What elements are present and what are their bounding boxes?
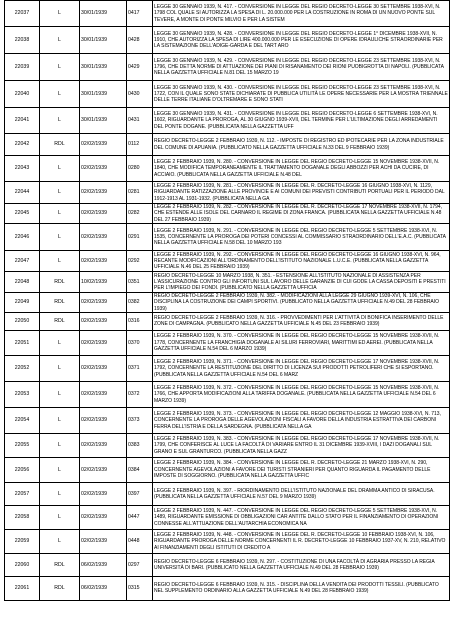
act-number: 0448 — [127, 529, 153, 553]
table-row — [5, 433, 450, 457]
act-description: LEGGE 2 FEBBRAIO 1939, N. 370. - CONVERSIONE IN LEGGE DEL REGIO DECRETO-LEGGE 15 NOVEMBRE 1938-XVII, N. 1778, CONCERNENTE LA FRANCHIGIA DOGANALE AI SILURI FERROVIARI, MARITTIMI ED AEREI. (PUBBLICATA NELLA GAZZETTA UFFICIALE N.54 DEL 6 MARZO 1939) — [153, 330, 450, 355]
record-number: 22037 — [5, 1, 40, 27]
act-number: 0315 — [127, 576, 153, 600]
table-row — [5, 156, 450, 182]
act-date: 30/01/1939 — [80, 27, 127, 54]
act-description: LEGGE 2 FEBBRAIO 1939, N. 371. - CONVERSIONE IN LEGGE DEL REGIO DECRETO-LEGGE 17 NOVEMBRE 1938-XVII, N. 1792, CONCERNENTE LA RESTITUZIONE DEL DIRITTO DI LICENZA SUI PRODOTTI PETROLIFERI CHE SI ESPORTANO. (PUBBLICATA NELLA GAZZETTA UFFICIALE N.54 DEL 6 MARZ — [153, 355, 450, 381]
act-date: 02/02/1939 — [80, 204, 127, 224]
table-row — [5, 381, 450, 407]
act-date: 02/02/1939 — [80, 156, 127, 182]
act-description: LEGGE 2 FEBBRAIO 1939, N. 291. - CONVERSIONE IN LEGGE DEL REGIO DECRETO-LEGGE 5 SETTEMBRE 1938-XVI, N. 1535, CONCERNENTE LA PROROGA DEI POTERI CONCESSI AL COMMISSARIO STRAORDINARIO DELL'E.A.C. (PUBBLICATA NELLA GAZZETTA UFFICIALE N.58 DEL 10 MARZO 193 — [153, 224, 450, 251]
table-row — [5, 457, 450, 482]
act-date: 30/01/1939 — [80, 108, 127, 134]
act-number: 0316 — [127, 312, 153, 330]
act-date: 02/02/1939 — [80, 251, 127, 272]
act-type: L — [40, 381, 80, 407]
act-type: RDL — [40, 553, 80, 576]
record-number: 22040 — [5, 81, 40, 108]
table-row — [5, 81, 450, 108]
table-row — [5, 576, 450, 600]
table-row — [5, 182, 450, 204]
act-date: 02/02/1939 — [80, 293, 127, 313]
act-number: 0382 — [127, 293, 153, 313]
act-description: REGIO DECRETO-LEGGE 2 FEBBRAIO 1939, N. 382. - MODIFICAZIONI ALLA LEGGE 29 GIUGNO 1939-XVI, N. 106, CHE DISCIPLINA LA COSTRUZIONE DEI CAMPI SPORTIVI. (PUBBLICATO NELLA GAZZETTA UFFICIALE N.49 DEL 28 FEBBRAIO 1939) — [153, 293, 450, 313]
act-type: L — [40, 355, 80, 381]
act-number: 0372 — [127, 381, 153, 407]
table-row — [5, 134, 450, 156]
act-date: 30/01/1939 — [80, 81, 127, 108]
table-row — [5, 482, 450, 505]
table-row — [5, 251, 450, 272]
act-date: 02/02/1939 — [80, 330, 127, 355]
record-number: 22050 — [5, 312, 40, 330]
act-number: 0384 — [127, 457, 153, 482]
act-date: 30/01/1939 — [80, 1, 127, 27]
record-number: 22053 — [5, 381, 40, 407]
act-description: LEGGE 30 GENNAIO 1939, N. 431. - CONVERSIONE IN LEGGE DEL REGIO DECRETO-LEGGE 6 SETTEMBRE 1938-XVI, N. 1602, RIGUARDANTE LA PROROGA, AL 30 GIUGNO 1939-XVII, DEL TERMINE PER L'ULTIMAZIONE DEGLI ARREDAMENTI DEL PONTE DOGANE. (PUBBLICATA NELLA GAZZETTA UFF — [153, 108, 450, 134]
record-number: 22038 — [5, 27, 40, 54]
act-description: REGIO DECRETO-LEGGE 6 FEBBRAIO 1939, N. 297. - COSTITUZIONE DI UNA FACOLTÀ DI AGRARIA PRESSO LA REGIA UNIVERSITÀ DI BARI. (PUBBLICATO NELLA GAZZETTA UFFICIALE N.49 DEL 28 FEBBRAIO 1939) — [153, 553, 450, 576]
record-number: 22056 — [5, 457, 40, 482]
act-description: LEGGE 2 FEBBRAIO 1939, N. 292. - CONVERSIONE IN LEGGE DEL REGIO DECRETO-LEGGE 16 GIUGNO 1938-XVI, N. 964, RECANTE MODIFICAZIONI ALL'ORDINAMENTO DELL'ISTITUTO NAZIONALE L.U.C.E. (PUBBLICATA NELLA GAZZETTA UFFICIALE N.46 DEL 25 FEBBRAIO 1939) — [153, 251, 450, 272]
table-row — [5, 312, 450, 330]
record-number: 22054 — [5, 407, 40, 433]
act-type: L — [40, 108, 80, 134]
record-number: 22048 — [5, 272, 40, 293]
act-type: L — [40, 457, 80, 482]
act-type: RDL — [40, 312, 80, 330]
act-number: 0112 — [127, 134, 153, 156]
act-date: 02/02/1939 — [80, 312, 127, 330]
act-date: 02/02/1939 — [80, 224, 127, 251]
table-row — [5, 529, 450, 553]
act-number: 0280 — [127, 156, 153, 182]
act-description: LEGGE 2 FEBBRAIO 1939, N. 397. - RIORDINAMENTO DELL'ISTITUTO NAZIONALE DEL DRAMMA ANTICO DI SIRACUSA. (PUBBLICATA NELLA GAZZETTA UFFICIALE N.57 DEL 9 MARZO 1939) — [153, 482, 450, 505]
act-number: 0291 — [127, 224, 153, 251]
act-type: L — [40, 81, 80, 108]
act-description: LEGGE 2 FEBBRAIO 1939, N. 448. - CONVERSIONE IN LEGGE DEL R. DECRETO-LEGGE 10 FEBBRAIO 1938-XVI, N. 106, RIGUARDANTE PROROGA DELLE NORME CONCERNENTI IL R. DECRETO-LEGGE 10 FEBBRAIO 1937-XV, N. 210, RELATIVO AI FINANZIAMENTI DEGLI ISTITUTI DI CREDITO A — [153, 529, 450, 553]
act-type: L — [40, 1, 80, 27]
table-row — [5, 54, 450, 81]
act-number: 0371 — [127, 355, 153, 381]
laws-table-body — [5, 1, 450, 601]
act-number: 0397 — [127, 482, 153, 505]
act-type: L — [40, 27, 80, 54]
act-description: LEGGE 2 FEBBRAIO 1939, N. 373. - CONVERSIONE IN LEGGE DEL REGIO DECRETO-LEGGE 12 MAGGIO 1938-XVI, N. 713, CONCERNENTE LA PROROGA DELLE AGEVOLAZIONI FISCALI A FAVORE DELLA INDUSTRIA ESTRATTIVA DEI CARBONI FERRA DELL'ISTRIA E DELLA SARDEGNA. (PUBBLICATA NELLA GA — [153, 407, 450, 433]
act-number: 0373 — [127, 407, 153, 433]
act-description: LEGGE 30 GENNAIO 1939, N. 428. - CONVERSIONE IN LEGGE DEL REGIO DECRETO-LEGGE 1° DICEMBRE 1938-XVII, N. 1910, CHE AUTORIZZA LA SPESA DI LIRE 400.000.000 PER LE ESECUZIONE DI OPERE IDRAULICHE STRAORDINARIE PER LA SISTEMAZIONE DELL'ADIGE-GARDA E DEL TART ARO — [153, 27, 450, 54]
act-type: L — [40, 54, 80, 81]
act-description: LEGGE 30 GENNAIO 1939, N. 417. - CONVERSIONE IN LEGGE DEL REGIO DECRETO-LEGGE 30 SETTEMBRE 1938-XVI, N. 1798 COL QUALE SI AUTORIZZA LA SPESA DI L. 20.000.000 PER LA COSTRUZIONE IN ROMA DI UN NUOVO PONTE SUL TEVERE, A MONTE DI PONTE MILVIO E PER LA SISTEM — [153, 1, 450, 27]
act-description: LEGGE 2 FEBBRAIO 1939, N. 372. - CONVERSIONE IN LEGGE DEL REGIO DECRETO-LEGGE 15 NOVEMBRE 1938-XVII, N. 1766, CHE APPORTA MODIFICAZIONI ALLA TARIFFA DOGANALE. (PUBBLICATA NELLA GAZZETTA UFFICIALE N.54 DEL 6 MARZO 1939) — [153, 381, 450, 407]
act-type: L — [40, 529, 80, 553]
table-row — [5, 1, 450, 27]
act-number: 0447 — [127, 505, 153, 529]
record-number: 22060 — [5, 553, 40, 576]
record-number: 22045 — [5, 204, 40, 224]
act-number: 0383 — [127, 433, 153, 457]
act-description: REGIO DECRETO-LEGGE 10 MARZO 1938, N. 351. - ESTENSIONE ALL'ISTITUTO NAZIONALE DI ASSISTENZA PER L'ASSICURAZIONE CONTRO GLI INFORTUNI SUL LAVORO DELLE GARANZIE DI CUI GODE LA CASSA DEPOSITI E PRESTITI PER L'IMPIEGO DEI FONDI. (PUBBLICATO NELLA GAZZETTA UFFICIA — [153, 272, 450, 293]
record-number: 22058 — [5, 505, 40, 529]
record-number: 22051 — [5, 330, 40, 355]
act-type: L — [40, 407, 80, 433]
act-type: L — [40, 182, 80, 204]
act-date: 02/02/1939 — [80, 407, 127, 433]
record-number: 22044 — [5, 182, 40, 204]
act-date: 02/02/1939 — [80, 482, 127, 505]
act-date: 02/02/1939 — [80, 381, 127, 407]
act-description: LEGGE 2 FEBBRAIO 1939, N. 384. - CONVERSIONE IN LEGGE DEL R. DECRETO-LEGGE 21 MARZO 1938-XVI, N. 290, CONCERNENTE AGEVOLAZIONI A FAVORE DEI TURISTI STRANIERI PER QUANTO RIGUARDA IL PAGAMENTO DELLE IMPOSTE DI SOGGIORNO. (PUBBLICATA NELLA GAZZETTA UFFIC — [153, 457, 450, 482]
act-description: REGIO DECRETO-LEGGE 6 FEBBRAIO 1939, N. 315. - DISCIPLINA DELLA VENDITA DEI PRODOTTI TESSILI. (PUBBLICATO NEL SUPPLEMENTO ORDINARIO ALLA GAZZETTA UFFICIALE N.49 DEL 28 FEBBRAIO 1939) — [153, 576, 450, 600]
act-type: RDL — [40, 272, 80, 293]
act-date: 02/02/1939 — [80, 433, 127, 457]
record-number: 22052 — [5, 355, 40, 381]
record-number: 22049 — [5, 293, 40, 313]
act-date: 30/01/1939 — [80, 54, 127, 81]
act-date: 02/02/1939 — [80, 529, 127, 553]
act-number: 0417 — [127, 1, 153, 27]
act-date: 06/02/1939 — [80, 576, 127, 600]
act-number: 0430 — [127, 81, 153, 108]
act-number: 0297 — [127, 553, 153, 576]
act-date: 10/02/1939 — [80, 272, 127, 293]
act-description: REGIO DECRETO-LEGGE 2 FEBBRAIO 1939, N. 112. - IMPOSTE DI REGISTRO ED IPOTECARIE PER LA ZONA INDUSTRIALE DEL COMUNE DI APUANIA. (PUBBLICATO NELLA GAZZETTA UFFICIALE N.33 DEL 9 FEBBRAIO 1939) — [153, 134, 450, 156]
table-row — [5, 407, 450, 433]
act-date: 02/02/1939 — [80, 355, 127, 381]
act-date: 02/02/1939 — [80, 134, 127, 156]
record-number: 22043 — [5, 156, 40, 182]
record-number: 22042 — [5, 134, 40, 156]
record-number: 22041 — [5, 108, 40, 134]
act-number: 0431 — [127, 108, 153, 134]
act-number: 0428 — [127, 27, 153, 54]
act-type: RDL — [40, 134, 80, 156]
act-number: 0281 — [127, 182, 153, 204]
act-type: L — [40, 224, 80, 251]
table-row — [5, 224, 450, 251]
record-number: 22061 — [5, 576, 40, 600]
table-row — [5, 27, 450, 54]
act-type: L — [40, 482, 80, 505]
record-number: 22055 — [5, 433, 40, 457]
table-row — [5, 108, 450, 134]
record-number: 22046 — [5, 224, 40, 251]
act-description: LEGGE 2 FEBBRAIO 1939, N. 280. - CONVERSIONE IN LEGGE DEL REGIO DECRETO-LEGGE 15 NOVEMBRE 1938-XVII, N. 1840, CHE MODIFICA TEMPORANEAMENTE IL TRATTAMENTO DOGANALE DEGLI ABBOZZI PER ACHI DA CUCIRE, DI ACCIAIO. (PUBBLICATA NELLA GAZZETTA UFFICIALE N.48 DEL — [153, 156, 450, 182]
act-number: 0351 — [127, 272, 153, 293]
act-date: 02/02/1939 — [80, 505, 127, 529]
act-description: LEGGE 2 FEBBRAIO 1939, N. 282. - CONVERSIONE IN LEGGE DEL R. DECRETO-LEGGE 17 NOVEMBRE 1938-XVII, N. 1794, CHE ESTENDE ALLE ISOLE DEL CARNARO IL REGIME DI ZONA FRANCA. (PUBBLICATA NELLA GAZZETTA UFFICIALE N.48 DEL 27 FEBBRAIO 1939) — [153, 204, 450, 224]
act-type: L — [40, 433, 80, 457]
act-date: 02/02/1939 — [80, 182, 127, 204]
table-row — [5, 505, 450, 529]
act-type: RDL — [40, 293, 80, 313]
table-row — [5, 272, 450, 293]
record-number: 22057 — [5, 482, 40, 505]
record-number: 22047 — [5, 251, 40, 272]
laws-table — [4, 0, 450, 601]
act-number: 0429 — [127, 54, 153, 81]
record-number: 22039 — [5, 54, 40, 81]
act-description: LEGGE 2 FEBBRAIO 1939, N. 281. - CONVERSIONE IN LEGGE DEL R. DECRETO-LEGGE 16 GIUGNO 1938-XVI, N. 1129, RIGUARDANTE RATIZZAZIONE ALLE PROVINCIE E AI COMUNI DEI PREVISTI CONTRIBUTI PORTUALI PER IL PERIODO DAL 1912-1913 AL 1931-1932. (PUBBLICATA NELLA GA — [153, 182, 450, 204]
act-type: L — [40, 330, 80, 355]
act-number: 0282 — [127, 204, 153, 224]
act-description: LEGGE 2 FEBBRAIO 1939, N. 447. - CONVERSIONE IN LEGGE DEL REGIO DECRETO-LEGGE 5 SETTEMBRE 1938-XVI, N. 1489, RIGUARDANTE EMISSIONE DI OBBLIGAZIONI CAR ANTITE DALLO STATO PER IL FINANZIAMENTO DI OPERAZIONI CONNESSE ALL'ATTUAZIONE DELL'AUTARCHIA ECONOMICA NA — [153, 505, 450, 529]
act-description: REGIO DECRETO-LEGGE 2 FEBBRAIO 1939, N. 316. - PROVVEDIMENTI PER L'ATTIVITÀ DI BONIFICA INSERIMENTO DELLE ZONE DI CAMPAGNA. (PUBBLICATO NELLA GAZZETTA UFFICIALE N.45 DEL 23 FEBBRAIO 1939) — [153, 312, 450, 330]
act-type: RDL — [40, 576, 80, 600]
act-description: LEGGE 2 FEBBRAIO 1939, N. 383. - CONVERSIONE IN LEGGE DEL REGIO DECRETO-LEGGE 17 NOVEMBRE 1938-XVII, N. 1799, CHE CONFERISCE AL LUCE LA FACOLTÀ DI VARIARE ENTRO IL 31 DICEMBRE 1939-XVIII, I DAZI DOGANALI SUL GRANO E SUL GRANTURCO. (PUBBLICATA NELLA GAZZ — [153, 433, 450, 457]
table-row — [5, 553, 450, 576]
act-type: L — [40, 505, 80, 529]
act-number: 0292 — [127, 251, 153, 272]
act-type: L — [40, 156, 80, 182]
act-type: L — [40, 204, 80, 224]
act-description: LEGGE 30 GENNAIO 1939, N. 430. - CONVERSIONE IN LEGGE DEL REGIO DECRETO-LEGGE 23 SETTEMBRE 1938-XVI, N. 1722, CON IL QUALE SONO STATE DICHIARATE DI PUBBLICA UTILITÀ LE OPERE NECESSARIE PER LA MOSTRA TRIENNALE DELLE TERRE ITALIANE D'OLTREMARE E SONO STATI — [153, 81, 450, 108]
act-date: 02/02/1939 — [80, 457, 127, 482]
act-type: L — [40, 251, 80, 272]
table-row — [5, 355, 450, 381]
act-number: 0370 — [127, 330, 153, 355]
table-row — [5, 204, 450, 224]
act-date: 06/02/1939 — [80, 553, 127, 576]
table-row — [5, 330, 450, 355]
table-row — [5, 293, 450, 313]
record-number: 22059 — [5, 529, 40, 553]
act-description: LEGGE 30 GENNAIO 1939, N. 429. - CONVERSIONE IN LEGGE DEL REGIO DECRETO-LEGGE 23 SETTEMBRE 1938-XVI, N. 1796, CHE DETTA NORME DI ATTUAZIONE DEI PIANI DI RISANAMENTO DEI RIONI PUOBIGROTTA DI NAPOLI. (PUBBLICATA NELLA GAZZETTA UFFICIALE N.81 DEL 15 MARZO 19 — [153, 54, 450, 81]
